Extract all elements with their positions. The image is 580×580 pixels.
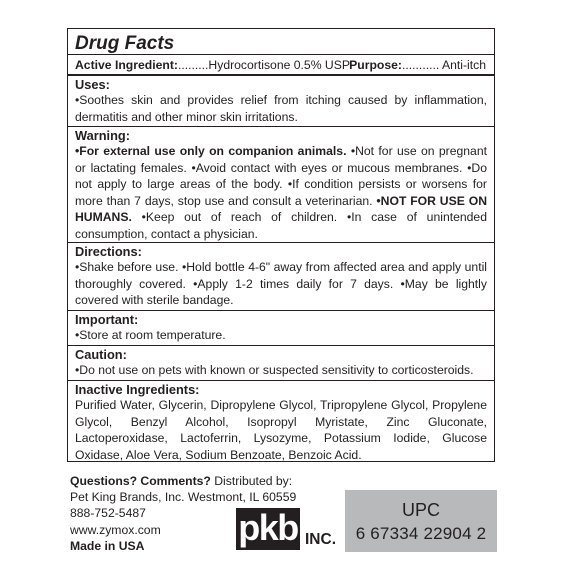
phone-number: 888-752-5487 bbox=[70, 506, 146, 521]
active-ingredient-line bbox=[75, 58, 350, 73]
purpose-dots: ........... bbox=[402, 58, 440, 72]
questions-rest: Distributed by: bbox=[210, 474, 293, 488]
caution-section bbox=[75, 347, 487, 379]
inactive-heading: Inactive Ingredients: bbox=[75, 382, 200, 397]
uses-section bbox=[75, 77, 487, 125]
uses-text: •Soothes skin and provides relief from itching caused by inflammation, dermatitis and other minor skin irritations. bbox=[75, 93, 487, 124]
warning-heading: Warning: bbox=[75, 128, 130, 143]
company-address: Pet King Brands, Inc. Westmont, IL 60559 bbox=[70, 490, 297, 505]
warning-bold-humans: •NOT FOR USE ON HUMANS. bbox=[75, 193, 487, 225]
warning-section bbox=[75, 128, 487, 243]
directions-divider bbox=[68, 242, 494, 243]
purpose-line bbox=[349, 58, 486, 73]
purpose-value: Anti-itch bbox=[441, 58, 486, 72]
inactive-text: Purified Water, Glycerin, Dipropylene Glycol, Tripropylene Glycol, Propylene Glycol, Benzyl Alcohol, Isopropyl Myristate, Zinc Gluconate, Lactoperoxidase, Lactoferrin, Lysozyme, Potassium Iodide, Glucose Oxidase, Aloe Vera, Sodium Benzoate, Benzoic Acid. bbox=[75, 398, 487, 462]
caution-text: •Do not use on pets with known or suspected sensitivity to corticosteroids. bbox=[75, 363, 474, 377]
warning-text bbox=[75, 143, 487, 243]
drug-facts-title: Drug Facts bbox=[75, 33, 175, 54]
pkb-logo-inc: INC. bbox=[305, 531, 336, 548]
directions-heading: Directions: bbox=[75, 244, 142, 259]
important-divider bbox=[68, 310, 494, 311]
important-section bbox=[75, 312, 487, 344]
website: www.zymox.com bbox=[70, 522, 161, 537]
warning-text-2: •Keep out of reach of children. •In case of unintended consumption, contact a physician. bbox=[75, 210, 487, 241]
drug-facts-panel bbox=[67, 28, 495, 462]
warning-text-1: •Not for use on pregnant or lactating females. •Avoid contact with eyes or mucous membranes. •Do not apply to large areas of the body. •If condition persists or worsens for more than 7 days, stop use and consult a veterinarian. bbox=[75, 144, 487, 208]
important-heading: Important: bbox=[75, 312, 139, 327]
directions-text: •Shake before use. •Hold bottle 4-6" away from affected area and apply until thoroughly covered. •Apply 1-2 times daily for 7 days. •May be lightly covered with sterile bandage. bbox=[75, 260, 487, 308]
made-in: Made in USA bbox=[70, 538, 145, 553]
inactive-section bbox=[75, 382, 487, 463]
upc-label: UPC bbox=[401, 500, 440, 520]
active-ingredient-value: Hydrocortisone 0.5% USP bbox=[208, 58, 350, 72]
questions-bold: Questions? Comments? bbox=[70, 474, 211, 488]
uses-heading: Uses: bbox=[75, 77, 110, 92]
important-text: •Store at room temperature. bbox=[75, 328, 226, 342]
purpose-label: Purpose: bbox=[349, 58, 402, 72]
questions-line bbox=[70, 473, 296, 489]
upc-box bbox=[345, 490, 497, 552]
active-ingredient-dots: ......... bbox=[177, 58, 209, 72]
warning-bold-external: •For external use only on companion animals. bbox=[75, 144, 347, 158]
uses-divider bbox=[68, 74, 494, 76]
directions-section bbox=[75, 244, 487, 309]
divider bbox=[68, 54, 494, 55]
active-ingredient-label: Active Ingredient: bbox=[75, 58, 178, 72]
inactive-divider bbox=[68, 380, 494, 381]
upc-number: 6 67334 22904 2 bbox=[355, 524, 487, 543]
pkb-logo: pkb bbox=[236, 508, 300, 550]
caution-heading: Caution: bbox=[75, 347, 127, 362]
warning-divider bbox=[68, 126, 494, 127]
caution-divider bbox=[68, 345, 494, 346]
